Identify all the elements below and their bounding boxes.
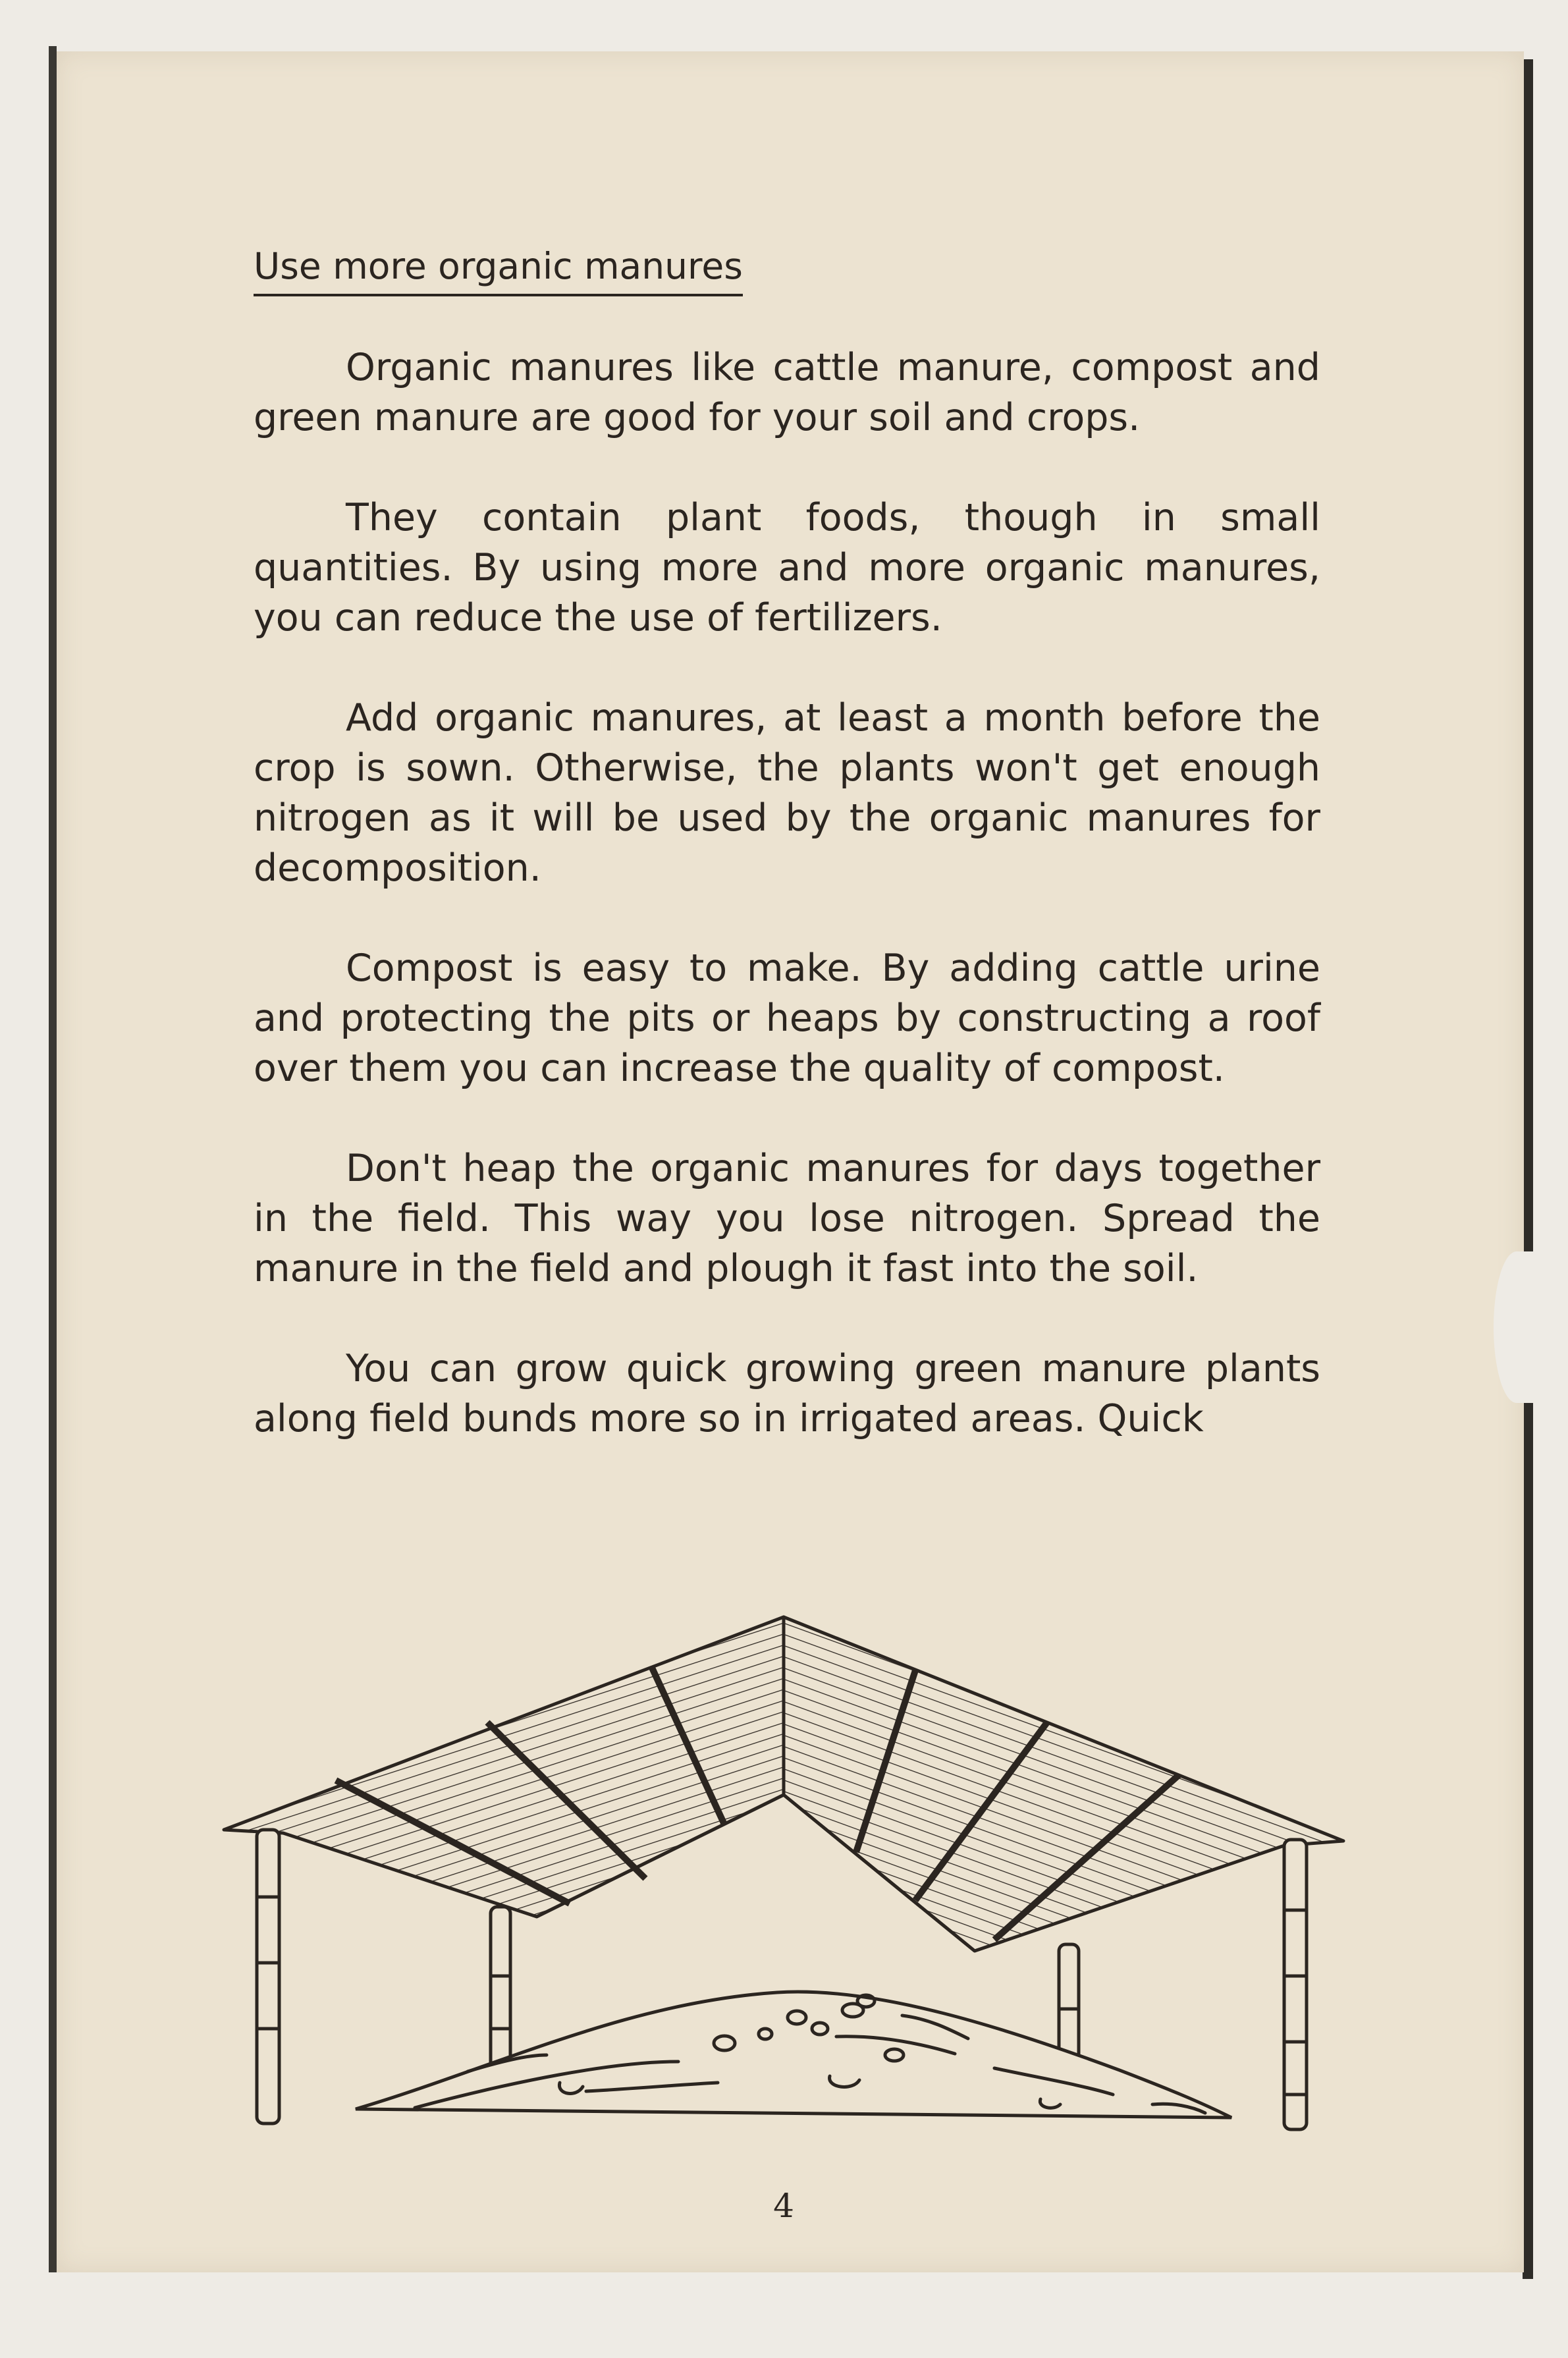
paragraph-green-manure: You can grow quick growing green manure plants along field bunds more so in irrigated areas. Quick [254, 1347, 1320, 1440]
section-heading: Use more organic manures [254, 245, 743, 296]
post-front-left [257, 1830, 279, 2124]
paragraph-plant-foods: They contain plant foods, though in small quantities. By using more and more organic manures, you can reduce the use of fertilizers. [254, 496, 1320, 640]
booklet-spine [49, 46, 57, 2272]
torn-edge-notch [1494, 1251, 1540, 1403]
booklet-back-edge [1523, 59, 1533, 2279]
paragraph-organic-manures: Organic manures like cattle manure, compost and green manure are good for your soil and crops. [254, 346, 1320, 439]
paragraph-timing: Add organic manures, at least a month before the crop is sown. Otherwise, the plants won't get enough nitrogen as it will be used by the organic manures for decomposition. [254, 696, 1320, 890]
paragraph-compost: Compost is easy to make. By adding cattle urine and protecting the pits or heaps by constructing a roof over them you can increase the quality of compost. [254, 946, 1320, 1090]
page-number: 4 [773, 2187, 794, 2225]
post-back-left [491, 1907, 510, 2078]
post-front-right [1284, 1840, 1307, 2129]
compost-shed-illustration [217, 1607, 1350, 2134]
paragraph-dont-heap: Don't heap the organic manures for days together in the field. This way you lose nitrogen. Spread the manure in the field and plough it fast into the soil. [254, 1147, 1320, 1290]
body-text [254, 343, 1320, 1494]
roof-right-slope [784, 1617, 1343, 1951]
